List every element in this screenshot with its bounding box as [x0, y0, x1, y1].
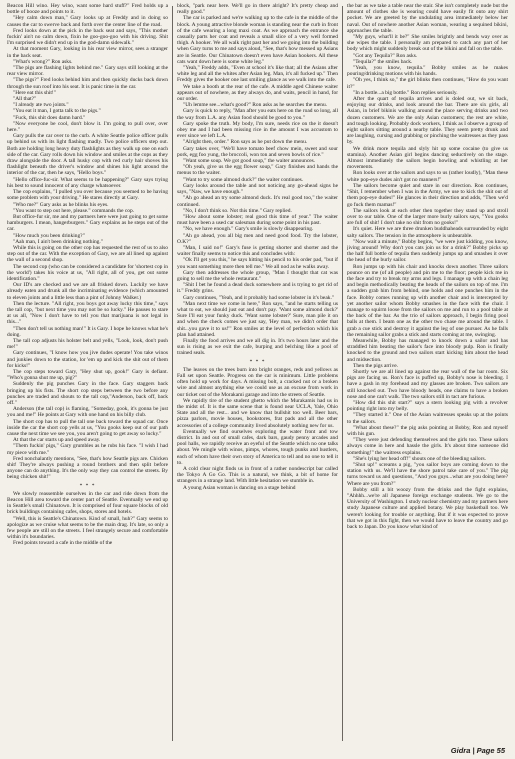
paragraph: "Now wait a minute," Bobby begins, "we were just kidding, you know, jiving around! Why don't you cats join us for a drink?" Bobby picks up the half full bottle of tequila then suddenly jumps up and smashes it over the head of the burly sailor.: [347, 238, 508, 264]
paragraph: "You eat it man, I gotta talk to the pigs.": [13, 108, 101, 115]
paragraph: Our ID's are checked and we are all frisked down. Luckily we have already eaten and drunk all the incriminating evidence (which amounted to eleven joints and a little less than a pint of Johnny Walker.): [7, 282, 168, 301]
paragraph: Eventually we find ourselves exploring the water front and tow district. In and out of small cafes, dark bars, gaudy penny arcades and pool halls, we rapidly receive an eyeful of the Seattle which no one talks about. We mingle with winos, pimps, whores, tough punks and hustlers, each of whom have their own story of America to tell and no one to tell it to.: [177, 428, 338, 466]
paragraph: At that the car starts up and speed away.: [13, 437, 101, 444]
section-separator: * * *: [249, 358, 266, 365]
paragraph: "Uh lemme see...what's good?" Ron asks as he searches the menu.: [183, 102, 328, 109]
paragraph: "How did this shit start?" says a stern looking pig with a revolver pointing right into my belly.: [347, 400, 508, 413]
paragraph: Beacon Hill wino. Hey wino, want some hard stuff?" Fred holds up a bottle of booze and points to it.: [7, 3, 168, 16]
paragraph: Anderson (the tall cop) is flaming, "Someday, gook, it's gonna be just you and me!" He points at Gary with one hand on his billy club.: [7, 406, 168, 419]
paragraph: "Who me?" Gary asks as he blinks his eyes.: [13, 201, 109, 208]
paragraph: "Ah go ahead, you all big men and need good food. Try the lobster, O.K?": [177, 232, 338, 245]
paragraph: We take a booth at the rear of the cafe. A middle aged Chinese waiter appears out of nowhere, as they always do, and waits, pencil in hand, for our order.: [177, 83, 338, 103]
paragraph: While this is going on the other cop has requested the rest of us to also step out of the car. With the exception of Gary, we are all lined up against the wall of a second shop.: [7, 244, 168, 264]
paragraph: "What's wrong?" Ron asks.: [13, 58, 73, 65]
paragraph: "Shut up!" screams a pig, "you sailor boys are coming down to the station with us. We'll have the shore patrol take care of you." The pig turns toward us and questions, "And you guys...what are you doing here? Where are you from?": [347, 462, 508, 487]
paragraph: "Oh yeah, give us the egg flower soup," Gary finishes and hands the menus to the waiter.: [177, 164, 338, 177]
paragraph: "Man next time we come in here," Ron says, "and he starts telling us what to eat, we should just eat and don't pay. 'Want some almond duck?' Sure I'll eat your funky duck. 'Want some lobster?' Sure, man pile it on and when the check comes we just say, 'Hey man, we didn't order that shit...you gave it to us!'" Ron smiles at the level of perfection which his plan had attained.: [177, 300, 338, 338]
paragraph: Fred points toward a cafe in the middle of the: [13, 540, 113, 547]
paragraph: Then the lecture. "All right, you boys got away lucky this time," says the tall cop, "but next time you may not be so lucky." He pauses to stare at us all, "Now I don't have to tell you that marijuana is not legal in this...": [7, 300, 168, 326]
paragraph: The leaves on the trees burn into bright oranges, reds and yellows as Fall set upon Seattle. Progress on the car is minimum. Little problems often hold up work for days. A missing bolt, a cracked nut or a broken wire and almost anything else we could use as an excuse from work in our ticket out of the Morakami garage and into the streets of Seattle.: [177, 366, 338, 398]
paragraph: "Fuck, this shit does damn hard.": [13, 114, 86, 121]
paragraph: "Then don't tell us nothing man!" It is Gary. I hope he knows what he's doing.: [7, 325, 168, 338]
paragraph: Then the pigs arrive.: [353, 362, 398, 369]
paragraph: "Want to try some almond duck?" the waiter continues.: [183, 176, 304, 183]
paragraph: A young Asian woman is dancing on a stage behind: [183, 484, 296, 491]
paragraph: "Yeah," Freddy adds, "Even at school it's like that; all the Asians after white leg and all the whites after Asian leg. Man, it's all fucked up." Then Freddy gives the hooker one last smiling glance as we walk into the cafe.: [177, 65, 338, 84]
paragraph: "Hey calm down man," Gary looks up at Freddy and in doing so causes the car to swerve back and forth over the center line of the road.: [7, 15, 168, 28]
paragraph: "Ok I'll get you this," he says hitting his pencil to his order pad, "but if you want something more then tell me." We all nod as he walks away.: [177, 257, 338, 270]
paragraph: Finally the food arrives and we all dig in. It's two hours later and the sun is rising as we exit the cafe, burping and belching like a pool of trained seals.: [177, 337, 338, 357]
paragraph: We drink more tequila and slyly hit up some cocaine (to give us stamina). Another Asian girl begins dancing seductively on the stage. Almost immediately the sailors begin howling and whistling at her movements.: [347, 145, 508, 171]
paragraph: Gary spoke the truth. My body, I'm sure, needs rice on the it doesn't obey me and I had been missing rice in the amount I was accustom to ever since we left L.A.: [177, 120, 338, 140]
paragraph: Meanwhile, Bobby has managed to knock down a sailor and has straddled him beating the sailor's face into bloody pulp. Ron is finally knocked to the ground and two sailors start kicking him about the head and midsection.: [347, 337, 508, 363]
paragraph: We rapidly tire of the student ghetto which the Murakamis had us in the midst of. It is the same scene that is found near UCLA, Yale, Ohio State and all the rest... and we know that bullshit too well. Beer bars, pizza parlors, movie houses, bookstores, frat pads and all the other accessories of a college community lived absolutely nothing new for us.: [177, 397, 338, 429]
paragraph: "They started it." One of the Asian waitresses speaks up at the points to the sailors.: [347, 412, 508, 425]
paragraph: "How about some lobster; real good this time of year." The waiter must have been a used car salesman during some point in his past.: [177, 213, 338, 227]
paragraph: Gary is quick to reply, "Man after you eats here on the road so long, all the way from L.A. any Asian food should be good to you.": [177, 108, 338, 121]
paragraph: The sailors become quiet and stare in our direction. Ron continues, "Shit, I remember when I was in the Army, we use to kick the shit out of them pop-eye dudes!" He glances in their direction and adds, "Then we'd go fuck them mamas!": [347, 182, 508, 208]
paragraph: "Shit I bet he found a dead duck somewhere and is trying to get rid of it." Freddy grins.: [177, 282, 338, 295]
paragraph: The second cop (who can be considered a candidate for 'shortest cop in the world') takes his voice at us, "All right, all of you, get out some identification.": [7, 263, 168, 282]
paragraph: Ron jumps up with his chair and knocks down another. Three sailors pounce on me (of all people) and pin me to the floor; people kick me in the face and try to break my arms and legs. I manage up with a chain leg and begin methodically beating the heads of the sailors on top of me. I'm a sudden grab him from behind, one holds and one punches him in the face. Bobby comes running up with another chair and is intercepted by yet another sailor whom Bobby smashes in the face with the chair. I manage to squirm loose from the sailors on me and run to a pool table at the back of the bar. As the trio of sailors approach, I begin firing pool balls at them. I beam one as the other two chase me around the table. I grab a cue stick and destroy it against the leg of one pursuer. As he falls the remaining sailor grabs a stick and starts coming at me, swinging.: [347, 263, 508, 338]
paragraph: "Ah go ahead an try some almond duck. It's real good too," the waiter continued.: [177, 195, 338, 208]
paragraph: Gary then addresses the whole group, "Man I thought that cat was going to sell me the whole restaurant.": [177, 269, 338, 282]
paragraph: Fred looks down at the pick in the back seat and says, "This mother fuckin' ain't no calm down, fixin he goo-goo-goo with his driving. Shit I'm surprised we didn't end up in the god-damn sidewalk.": [7, 27, 168, 47]
paragraph: Gary looks around the table and not noticing any go-ahead signs he says, "Naw, we have enough.": [177, 182, 338, 196]
column-divider: [172, 6, 173, 741]
page-footer: Gidra | Page 55: [450, 746, 505, 755]
paragraph: "Well, this is Seattle's Chinatown. Kind of small, huh?" Gary seems to apologize as we cruise what seems to be the main drag. It's late, so only a few people are still on the streets. I feel strangely secure and comfortable within it's boundaries.: [7, 515, 168, 541]
paragraph: "Man, I said no!" Gary's fuse is getting shorter and shorter and the waiter finally seems to notice this and concludes with:: [177, 244, 338, 258]
paragraph: "I already ate two joints.": [13, 102, 69, 109]
paragraph: After the quart of tequila arrives and is doled out, we sit back, enjoying our drinks, and look around the bar. There are six girls, all Asian, in brief bikinis walking around the place serving drinks and two dozen customers. We are the only Asian customers; the rest are white, and tough looking. Probably dock workers, I think as I observe a group of eight sailors sitting around a nearby table. They seem pretty drunk and are laughing, cursing and grabbing or pinching the waitresses as they pass by.: [347, 96, 508, 146]
paragraph: "In a bottle...a big bottle." Ron replies seriously.: [353, 89, 458, 96]
paragraph: "Hello office-fuc-sir. What seems to be happening?" Gary says trying his best to sound innocent of any charge whatsoever.: [7, 176, 168, 189]
paragraph: Fred nonchalantly mentions, "See, that's how Seattle pigs are. Chicken shit! They're always pushing a round brothers and then split before anyone can do anything. It's the only way they can control the streets. By being chicken shit!": [7, 455, 168, 481]
paragraph: Ron looks over at the sailors and says to us (rather loudly), "Man these white pop-eye dudes ain't got no manners!": [347, 170, 508, 183]
paragraph: "Got any Tequila?" Ron asks.: [353, 52, 418, 59]
paragraph: We slowly reassemble ourselves in the car and ride down from the Beacon Hill area toward the center part of Seattle. Eventually we end up in Seattle's small Chinatown. It is comprised of four square blocks of old brick buildings containing cafes, shops, stores and hotels.: [7, 490, 168, 516]
paragraph: "My guys, what'll it be?" She smiles brightly and bends way over as she wipes the table. I personally am prepared to catch any part of her body which might suddenly break out of the bikini and fall on the table.: [347, 34, 508, 53]
paragraph: Gary takes over, "We'll have tomato beef chow mein, sweet and sour pork, egg foo yung, the broccoli, won ton and seven bowls of rice.": [177, 145, 338, 158]
paragraph: Gary continues, "I know how you jive dudes operate! You take winos and junkies down to the station, lor 'em up and kick the shit out of them for kicks!": [7, 350, 168, 369]
paragraph: The cop explains, "I pulled you over because you seemed to be having some problem with your driving." He stares directly at Gary.: [7, 189, 168, 202]
paragraph: The sailors look at each other then together they stand up and stroll over to our table. One of the larger more burly sailors says, "You gooks are full of shit! I don't take no shit from no gooks!": [347, 207, 508, 227]
paragraph: the bar as we take a table near the stair. She isn't completely nude but the amount of clothes she is wearing could have easily fit onto any shirt pocket. We are greeted by the undulating area immediately below her naval. Out of nowhere another Asian woman, wearing a sequined bikini, approaches the table.: [347, 3, 508, 34]
paragraph: "Them fuckin' pigs," Gary grumbles as he rubs his face. "I wish I had my piece with me.": [7, 443, 168, 456]
paragraph: The car is parked and we're walking up to the cafe in the middle of the block. A young attractive blonde woman is standing near the curb in front of the cafe wearing a long maxi coat. As we approach the entrance she casually parts her coat and reveals a small slice of a very well formed thigh. A hooker. We all walk right past her and we going into the building when Gary turns to me and says aloud, "See, that's how messed up Asians are in Seattle. Our Chinatown doesn't even have Asian hookers. All these cats want down here is some white leg.": [177, 15, 338, 65]
paragraph: Suddenly the pig punches Gary in the face. Gary staggers back bringing up his fists. The short cop steps between the two before any punches are traded and shouts to the tall cop,"Anderson, back off, back off.": [7, 381, 168, 406]
paragraph: "Yeah, you know, tequila." Bobby smiles as he makes pouring/drinking motions with his hands.: [347, 65, 508, 78]
paragraph: The cop steps toward Gary, "Hey shut up, gook!" Gary is defiant. "Who's gonna shut me up, pig?": [7, 368, 168, 382]
paragraph: But office-fur sir, me and my partners here were just going to get some hamburgers. I mean, hangerburgers." Gary explains as he steps out of the car.: [7, 213, 168, 233]
paragraph: The tall cop adjusts his holster belt and yells, "Look, look, don't push me!": [7, 337, 168, 351]
paragraph: Bobby still a bit woozy from the drinks and the fight explains, "Ahhhh...we're all Japanese foreign exchange students. We go to the University of Washington. I study nuclear chemistry and my partners here study Japanese culture and applied botany. We play basketball too. We weren't looking for trouble or anything. But if it was expected to prove that we got in this fight, then we would have to leave the country and go back to Japan. Do you know what kind of: [347, 486, 508, 531]
paragraph: "How much you been drinking?": [13, 232, 85, 239]
paragraph: The short cop has to pull the tall one back toward the squad car. Once inside the car the short cop yells at us, "You gooks keep out of our path cause the next time we see you, you aren't going to get away so lucky.": [7, 418, 168, 438]
paragraph: A cold clear night finds us in front of a rather nondescript bar called the Tokyo A Go Go. This is a natural, we think, a bit of home for strangers in a strange land. With little hesitation we stumble in.: [177, 466, 338, 485]
paragraph: "Oh yes, I think so," the girl blinks then continues, "How do you want it?": [347, 77, 508, 90]
paragraph: "What about these?" the pig asks pointing at Bobby, Ron and myself with his gun.: [347, 424, 508, 438]
paragraph: "They were just defending themselves and the girls too. These sailors always come in here and hassle the girls. It's about time someone did something!" the waitress explains.: [347, 437, 508, 456]
paragraph: "She's lying her head off!" shouts one of the bleeding sailors.: [353, 455, 486, 462]
paragraph: "The pigs?" Fred looks behind him and then quickly ducks back down through the sun roof into his seat. It is panic time in the car.: [7, 77, 168, 90]
text-column-2: [177, 3, 338, 744]
text-column-1: [7, 3, 168, 744]
paragraph: "The pigs are flashing lights behind me." Gary says still looking at the rear view mirror.: [7, 65, 168, 78]
paragraph: block, "park near here. We'll go in there alright? It's pretty cheap and really good.": [177, 3, 338, 16]
paragraph: Shortly we are all lined up against the rear wall of the bar room. Six pigs are facing us. Ron's face is puffed up, Bobby's nose is bleeding. I have a gash in my forehead and my glasses are broken. Two sailors are still knocked out. Two have bloody heads, one claims to have a broken nose and one can't walk. The two sailors still in tact are furious.: [347, 368, 508, 400]
paragraph: "All that?": [13, 96, 37, 103]
paragraph: Gary pulls the car over to the curb. A white Seattle police officer pulls up behind us with its light flashing madly. Two police officers step out. Both are holding long heavy duty flashlights as they walk up one on each side of the car. Gary rolls down his window and smiles at the cops as they draw alongside the door. A tall husky cop with red curly hair shoves his flashlight beneath the driver's window and shines his light around the interior of the car, then he says, "Hello boys.": [7, 133, 168, 177]
paragraph: "Alright then, order." Ron says as he put down the menu.: [183, 139, 308, 146]
paragraph: "Want some soup. We got good soup," the waiter announces.: [183, 158, 316, 165]
paragraph: It's quiet. Here we are three drunken buddhaheads surrounded by eight salty sailors. The tension in the atmosphere is unbearable.: [347, 226, 508, 239]
paragraph: "Here eat this shit!": [13, 89, 56, 96]
text-column-3: [347, 3, 508, 744]
paragraph: "No, I don't think so. Not this time." Gary replied.: [183, 207, 292, 214]
column-divider: [342, 6, 343, 741]
paragraph: "You want to step out here, please." commands the cop.: [13, 207, 135, 214]
paragraph: Gary continues, "Yeah, and it probably had some lobster in it's beak.": [183, 294, 335, 301]
paragraph: At that moment Gary, looking in his rear view mirror, sees a stranger in the back seat.: [7, 46, 168, 59]
paragraph: "Tequila?" the smiles back.: [353, 58, 413, 65]
paragraph: "Aah man, I ain't been drinking nothing.": [13, 238, 103, 245]
paragraph: "Now everyone be cool, don't blow it. I'm going to pull over, over here.": [7, 120, 168, 134]
section-separator: * * *: [79, 482, 96, 489]
paragraph: "No, we have enough." Gary's smile is slowly disappearing.: [183, 226, 314, 233]
